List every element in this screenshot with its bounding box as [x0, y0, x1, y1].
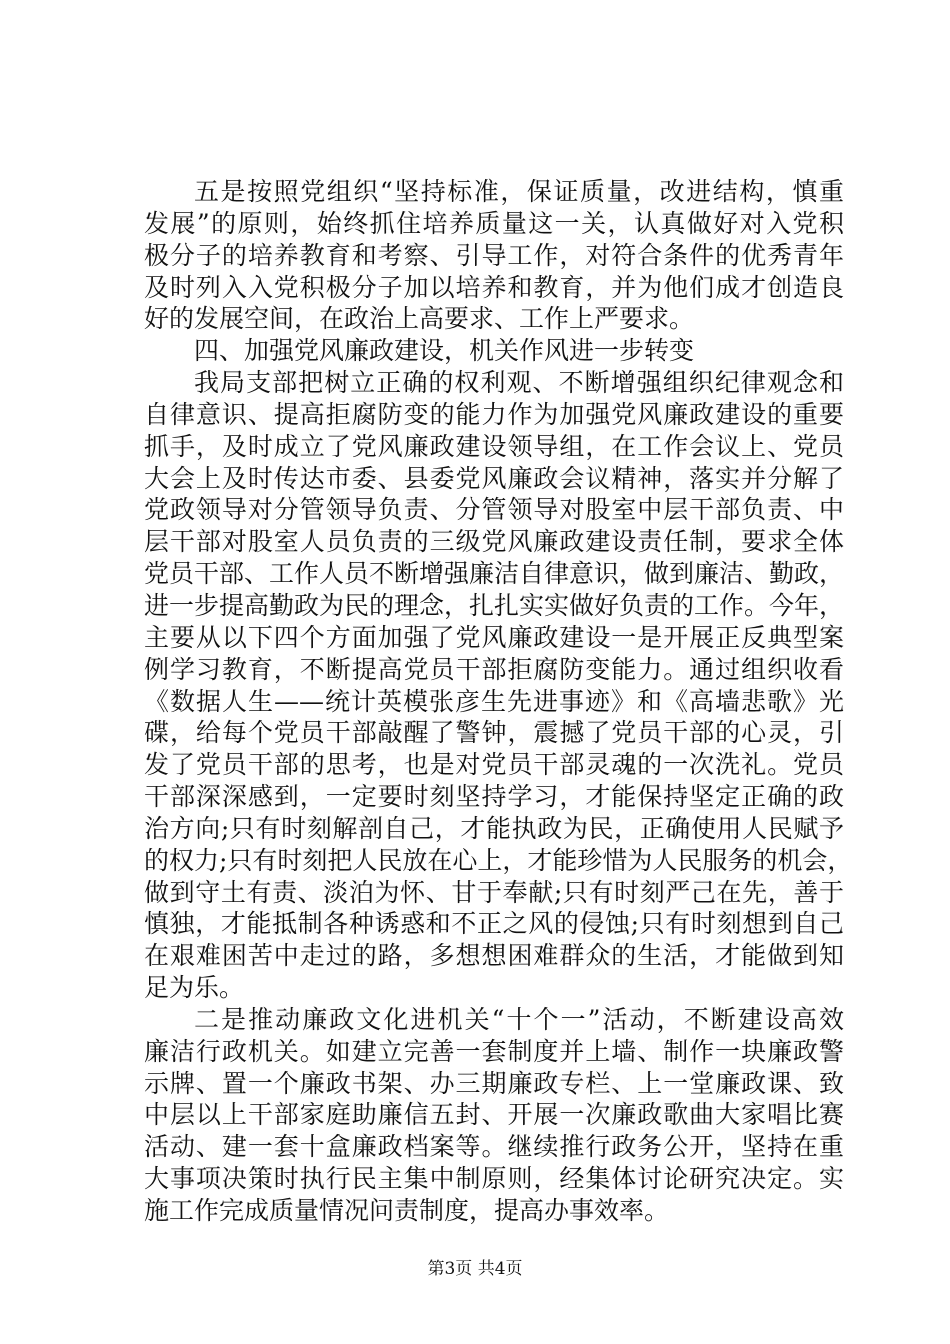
paragraph-line: 活动、建一套十盒廉政档案等。继续推行政务公开，坚持在重	[144, 1132, 844, 1162]
paragraph-line: 在艰难困苦中走过的路，多想想困难群众的生活，才能做到知	[144, 941, 844, 971]
document-body	[144, 176, 853, 1227]
paragraph-line: 施工作完成质量情况问责制度，提高办事效率。	[144, 1196, 670, 1225]
paragraph-line: 中层以上干部家庭助廉信五封、开展一次廉政歌曲大家唱比赛	[144, 1100, 844, 1130]
paragraph-line: 示牌、置一个廉政书架、办三期廉政专栏、上一堂廉政课、致	[144, 1068, 844, 1098]
paragraph-line: 极分子的培养教育和考察、引导工作，对符合条件的优秀青年	[144, 240, 844, 270]
paragraph-line: 干部深深感到，一定要时刻坚持学习，才能保持坚定正确的政	[144, 782, 844, 812]
paragraph-line: 廉洁行政机关。如建立完善一套制度并上墙、制作一块廉政警	[144, 1036, 844, 1066]
paragraph-line: 抓手，及时成立了党风廉政建设领导组，在工作会议上、党员	[144, 431, 844, 461]
paragraph-line: 例学习教育，不断提高党员干部拒腐防变能力。通过组织收看	[144, 654, 844, 684]
paragraph-line: 慎独，才能抵制各种诱惑和不正之风的侵蚀;只有时刻想到自己	[144, 909, 844, 939]
paragraph-line: 发展”的原则，始终抓住培养质量这一关，认真做好对入党积	[144, 208, 844, 238]
paragraph-line: 党政领导对分管领导负责、分管领导对股室中层干部负责、中	[144, 495, 844, 525]
paragraph-line: 党员干部、工作人员不断增强廉洁自律意识，做到廉洁、勤政，	[144, 559, 845, 589]
paragraph-line: 五是按照党组织“坚持标准，保证质量，改进结构，慎重	[194, 177, 844, 206]
paragraph-line: 碟，给每个党员干部敲醒了警钟，震撼了党员干部的心灵，引	[144, 718, 844, 748]
paragraph-line: 及时列入入党积极分子加以培养和教育，并为他们成才创造良	[144, 272, 844, 302]
section-heading: 四、加强党风廉政建设，机关作风进一步转变	[194, 336, 695, 366]
paragraph-line: 进一步提高勤政为民的理念，扎扎实实做好负责的工作。今年，	[144, 590, 845, 620]
page-number-footer: 第3页 共4页	[427, 1259, 523, 1279]
paragraph-line: 的权力;只有时刻把人民放在心上，才能珍惜为人民服务的机会，	[144, 845, 853, 875]
paragraph-line: 层干部对股室人员负责的三级党风廉政建设责任制，要求全体	[144, 527, 844, 557]
paragraph-line: 自律意识、提高拒腐防变的能力作为加强党风廉政建设的重要	[144, 399, 844, 429]
paragraph-line: 二是推动廉政文化进机关“十个一”活动，不断建设高效	[194, 1004, 844, 1034]
paragraph-line: 治方向;只有时刻解剖自己，才能执政为民，正确使用人民赋予	[144, 813, 844, 843]
paragraph-line: 足为乐。	[144, 973, 245, 1003]
paragraph-line: 我局支部把树立正确的权利观、不断增强组织纪律观念和	[194, 368, 844, 398]
paragraph-line: 大会上及时传达市委、县委党风廉政会议精神，落实并分解了	[144, 463, 844, 493]
paragraph-line: 发了党员干部的思考，也是对党员干部灵魂的一次洗礼。党员	[144, 750, 844, 780]
paragraph-line: 好的发展空间，在政治上高要求、工作上严要求。	[144, 304, 695, 334]
paragraph-line: 做到守土有责、淡泊为怀、甘于奉献;只有时刻严己在先，善于	[144, 877, 844, 907]
paragraph-line: 《数据人生——统计英模张彦生先进事迹》和《高墙悲歌》光	[144, 686, 844, 716]
paragraph-line: 主要从以下四个方面加强了党风廉政建设一是开展正反典型案	[144, 622, 844, 652]
paragraph-line: 大事项决策时执行民主集中制原则，经集体讨论研究决定。实	[144, 1164, 844, 1194]
